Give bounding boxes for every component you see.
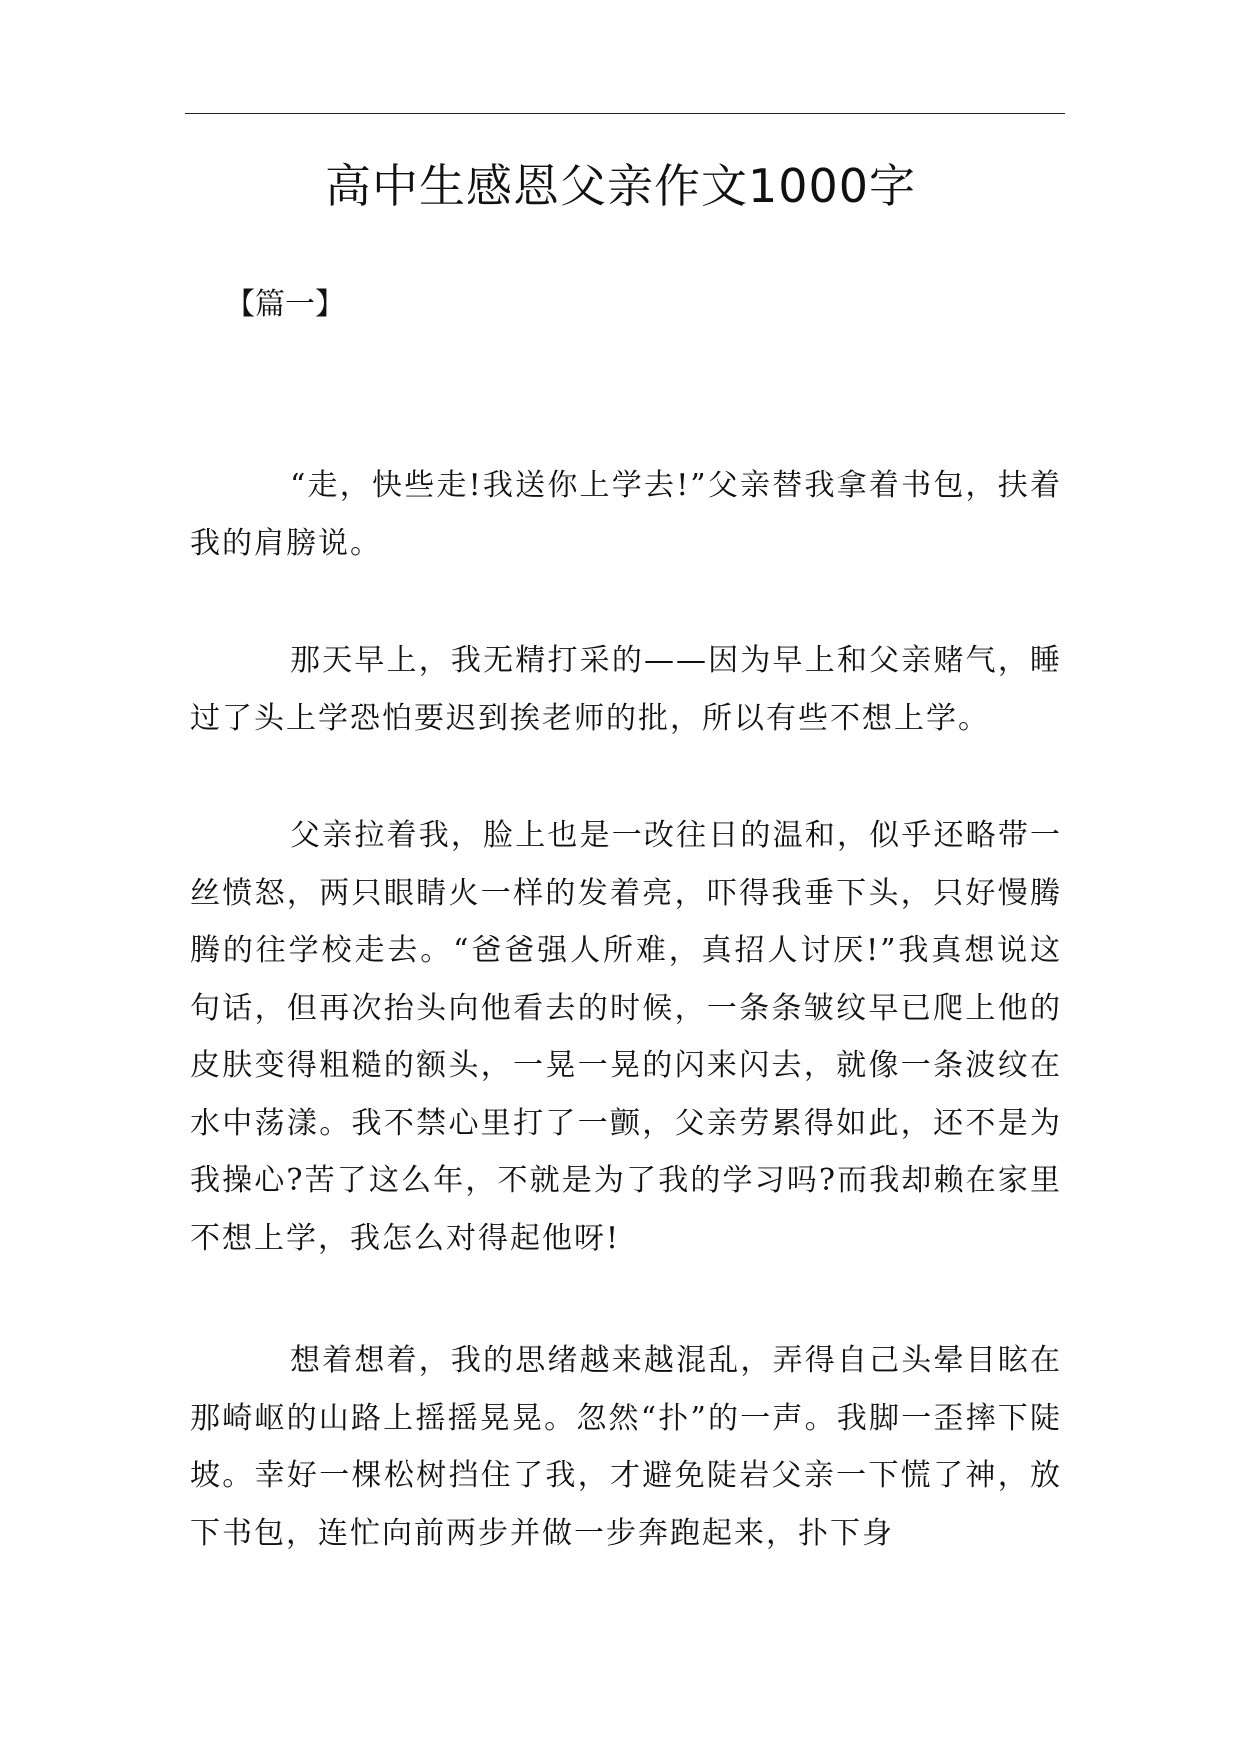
paragraph-3: 父亲拉着我，脸上也是一改往日的温和，似乎还略带一丝愤怒，两只眼睛火一样的发着亮，吓得我垂下头，只好慢腾腾的往学校走去。“爸爸强人所难，真招人讨厌!”我真想说这句话，但再次抬头向他看去的时候，一条条皱纹早已爬上他的皮肤变得粗糙的额头，一晃一晃的闪来闪去，就像一条波纹在水中荡漾。我不禁心里打了一颤，父亲劳累得如此，还不是为我操心?苦了这么年，不就是为了我的学习吗?而我却赖在家里不想上学，我怎么对得起他呀! <box>190 818 1062 1256</box>
paragraph-4: 想着想着，我的思绪越来越混乱，弄得自己头晕目眩在那崎岖的山路上摇摇晃晃。忽然“扑”的一声。我脚一歪摔下陡坡。幸好一棵松树挡住了我，才避免陡岩父亲一下慌了神，放下书包，连忙向前两步并做一步奔跑起来，扑下身 <box>190 1343 1062 1551</box>
document-title: 高中生感恩父亲作文1000字 <box>324 159 917 213</box>
paragraph-2: 那天早上，我无精打采的——因为早上和父亲赌气，睡过了头上学恐怕要迟到挨老师的批，所以有些不想上学。 <box>190 643 1062 736</box>
paragraph-1: “走，快些走!我送你上学去!”父亲替我拿着书包，扶着我的肩膀说。 <box>190 468 1062 561</box>
header-rule <box>185 113 1065 114</box>
section-label: 【篇一】 <box>225 287 345 322</box>
